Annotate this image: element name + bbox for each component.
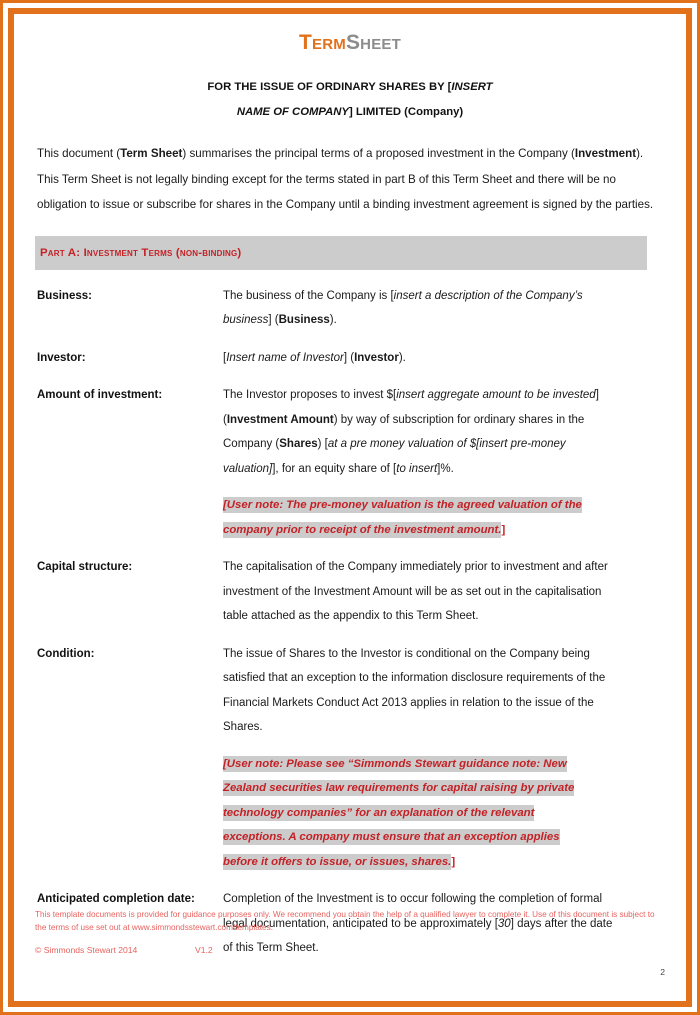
- business-text-c: ).: [329, 314, 337, 326]
- user-note-line-text: [User note: The pre-money valuation is the agreed valuation of the: [223, 499, 582, 511]
- intro-seg-1: This document (: [37, 147, 121, 160]
- amount-text-a: The Investor proposes to invest $[: [223, 389, 397, 401]
- user-note-line: [223, 493, 623, 518]
- term-value-business: [223, 284, 623, 333]
- footer-disclaimer: This template documents is provided for guidance purposes only. We recommend you obtain the help of a qualified lawyer to complete it. Use of this document is subject to the terms of use set out at www.simmondsstewart.com/templates.: [35, 910, 655, 932]
- amount-text-b: ] (: [223, 389, 599, 426]
- user-note-line: [223, 752, 623, 777]
- subtitle-line-1: [35, 75, 665, 100]
- page-title: [35, 32, 665, 53]
- user-note-line: [223, 801, 623, 826]
- user-note-line-text: [User note: Please see “Simmonds Stewart guidance note: New: [223, 757, 567, 770]
- term-label-investor: Investor:: [37, 351, 86, 364]
- amount-italic-a: insert aggregate amount to be invested: [396, 389, 596, 401]
- page-border-inner: [8, 8, 692, 1007]
- amount-text-e: ], for an equity share of [: [272, 462, 397, 475]
- amount-bold-c: Shares: [279, 438, 318, 450]
- user-note-line-text: company prior to receipt of the investment amount.: [223, 523, 502, 536]
- amount-text-f: ]%.: [437, 462, 454, 475]
- part-a-heading-label: Part A: Investment Terms (non-binding): [40, 246, 242, 259]
- intro-seg-2: ) summarises the principal terms of a proposed investment in the Company (: [182, 147, 575, 160]
- page-content: [14, 14, 686, 1001]
- term-label-capital-structure: Capital structure:: [37, 561, 133, 573]
- intro-bold-investment: Investment: [574, 147, 637, 160]
- user-note-line-text: technology companies” for an explanation of the relevant: [223, 806, 535, 819]
- term-row-capital-structure: [35, 555, 665, 629]
- business-text-a: The business of the Company is [: [223, 289, 394, 302]
- amount-text-c: ) by way of subscription for ordinary shares in the Company (: [223, 413, 585, 450]
- user-note-line: [223, 825, 623, 850]
- title-word-term: Term: [299, 31, 346, 54]
- user-note-line-text: before it offers to issue, or issues, shares.: [223, 855, 452, 868]
- business-bold-b: Business: [278, 314, 330, 326]
- document-subtitle: [35, 75, 665, 125]
- user-note-closing-bracket: ]: [451, 855, 456, 868]
- term-value-condition: [223, 642, 623, 875]
- footer-copyright: © Simmonds Stewart 2014: [35, 945, 138, 955]
- investor-text-a: [: [223, 351, 227, 364]
- term-value-investor: [223, 346, 623, 371]
- intro-paragraph: [35, 141, 665, 218]
- term-value-amount-of-investment: [223, 383, 623, 542]
- user-note-line: [223, 518, 623, 543]
- completion-text-a: Completion of the Investment is to occur following the completion of formal legal documentation, anticipated to be approximately [: [223, 893, 603, 930]
- subtitle-line-2: [35, 100, 665, 125]
- amount-italic-d: at a pre money valuation of $[insert pre-money valuation]: [223, 438, 566, 475]
- investor-text-c: ).: [398, 351, 406, 364]
- term-label-condition: Condition:: [37, 647, 95, 660]
- term-row-amount-of-investment: [35, 383, 665, 542]
- term-rows: [35, 284, 665, 961]
- condition-text-a: The issue of Shares to the Investor is conditional on the Company being satisfied that an exception to the information disclosure requirements of the Financial Markets Conduct Act 2013 applies in relation to the issue of the Shares.: [223, 647, 606, 733]
- user-note-line: [223, 850, 623, 875]
- subtitle-line1-italic: INSERT: [451, 81, 493, 93]
- term-label-business: Business:: [37, 289, 92, 302]
- completion-text-b: ] days after the date of this Term Sheet.: [223, 917, 613, 954]
- term-row-condition: [35, 642, 665, 875]
- subtitle-line1-prefix: FOR THE ISSUE OF ORDINARY SHARES BY [: [207, 81, 452, 93]
- user-note-line: [223, 776, 623, 801]
- investor-italic-a: Insert name of Investor: [226, 351, 344, 364]
- completion-italic-a: 30: [497, 917, 511, 930]
- amount-text-d: ) [: [317, 438, 328, 450]
- business-italic-a: insert a description of the Company’s business: [223, 289, 583, 326]
- user-note-line-text: Zealand securities law requirements for capital raising by private: [223, 782, 575, 794]
- page-footer: [35, 908, 665, 955]
- footer-version: V1.2: [195, 945, 213, 955]
- investor-text-b: ] (: [343, 351, 355, 364]
- subtitle-line2-italic: NAME OF COMPANY: [236, 106, 349, 118]
- amount-italic-e: to insert: [396, 462, 438, 475]
- footer-meta: [35, 945, 665, 955]
- subtitle-line2-suffix: ] LIMITED (Company): [348, 106, 464, 118]
- page-number: 2: [660, 967, 665, 977]
- term-label-anticipated-completion-date: Anticipated completion date:: [37, 893, 195, 905]
- user-note-closing-bracket: ]: [501, 523, 506, 536]
- intro-seg-3: ). This Term Sheet is not legally binding except for the terms stated in part B of this Term Sheet and there will be no obligation to issue or subscribe for shares in the Company until a binding investment agreement is signed by the parties.: [37, 147, 654, 211]
- intro-bold-term-sheet: Term Sheet: [120, 147, 183, 160]
- business-text-b: ] (: [268, 314, 279, 326]
- user-note-securities-law: [223, 752, 623, 875]
- term-label-amount-of-investment: Amount of investment:: [37, 389, 163, 401]
- amount-bold-b: Investment Amount: [226, 413, 334, 426]
- term-row-business: [35, 284, 665, 333]
- user-note-pre-money-valuation: [223, 493, 623, 542]
- term-row-investor: [35, 346, 665, 371]
- term-value-capital-structure: The capitalisation of the Company immediately prior to investment and after investment of the Investment Amount will be as set out in the capitalisation table attached as the appendix to this Term Sheet.: [223, 561, 608, 622]
- investor-bold-b: Investor: [354, 351, 399, 364]
- user-note-line-text: exceptions. A company must ensure that an exception applies: [223, 831, 560, 843]
- title-word-sheet: Sheet: [345, 31, 401, 54]
- part-a-section-header: [35, 236, 647, 270]
